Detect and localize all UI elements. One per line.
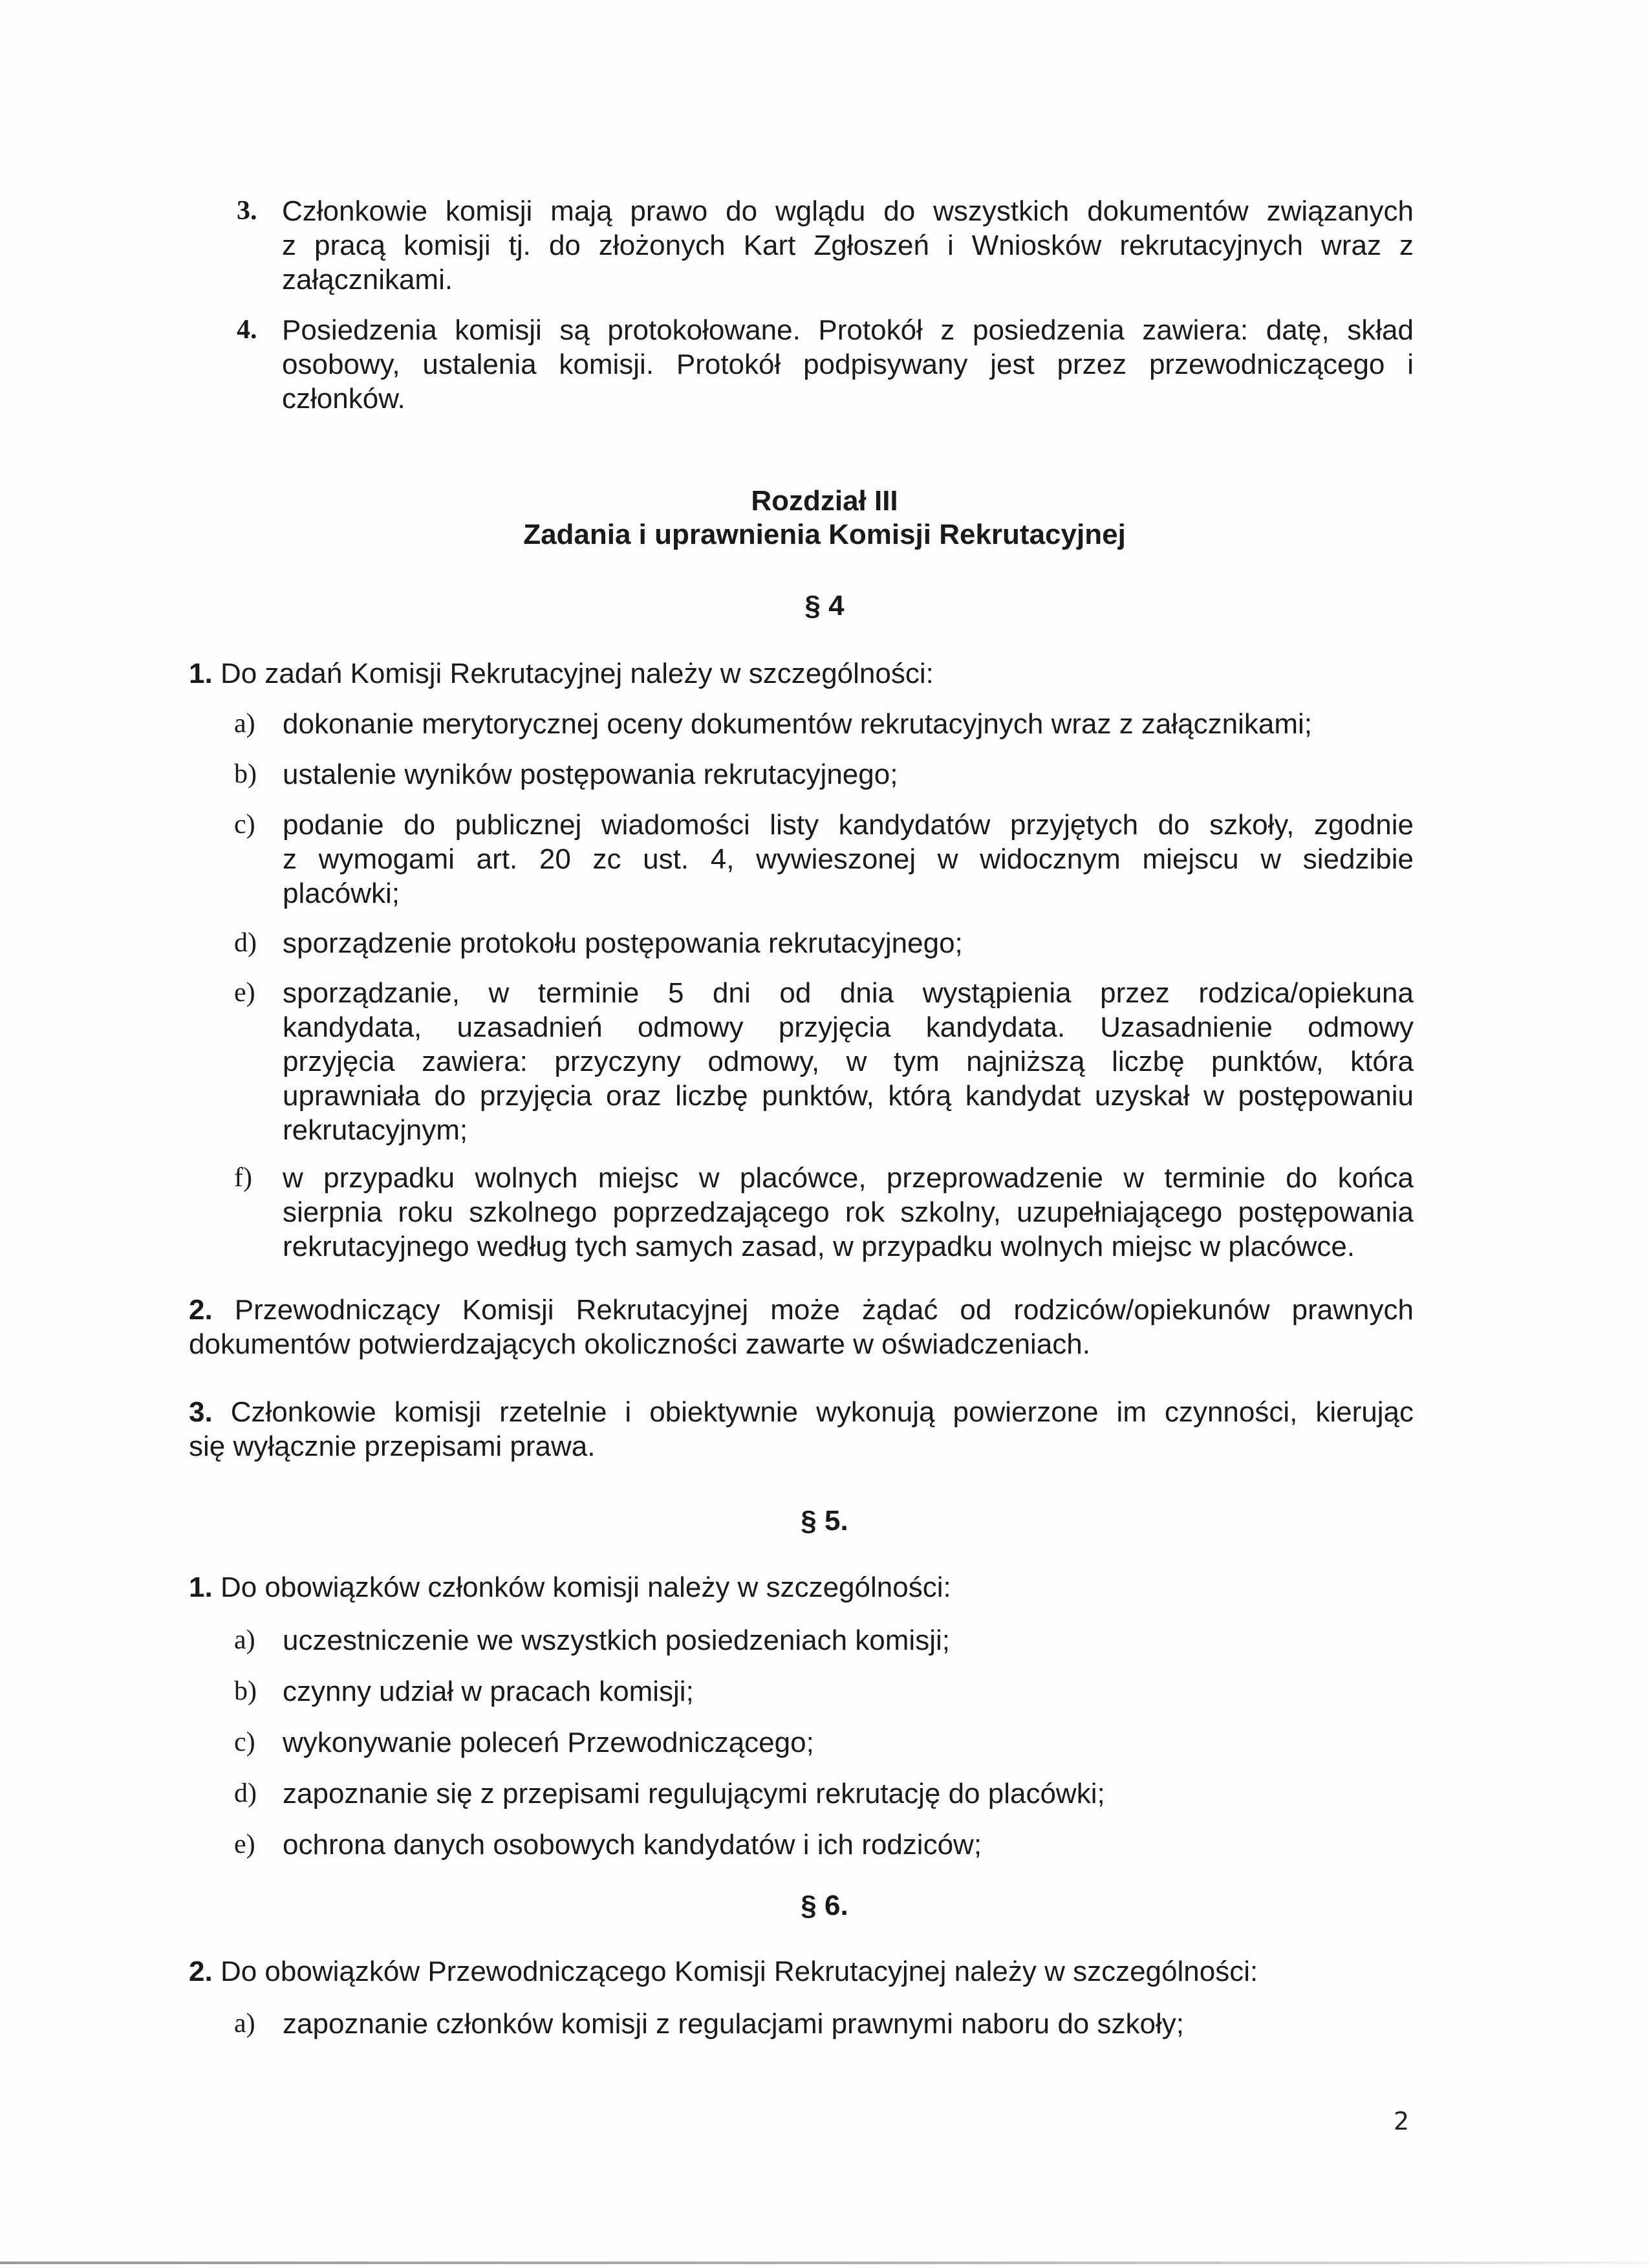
item-letter: d): [234, 928, 257, 958]
item-number: 3.: [237, 196, 257, 226]
list-item-4: [237, 313, 1414, 416]
item-letter: b): [234, 759, 257, 789]
text-line: Członkowie komisji mają prawo do wglądu do wszystkich dokumentów związanych: [282, 195, 1414, 227]
sub-item-d: [234, 1777, 1414, 1811]
text-line: ustalenie wyników postępowania rekrutacyjnego;: [283, 759, 898, 790]
point-number: 1.: [189, 658, 213, 689]
section4-point-2: [189, 1293, 1414, 1361]
chapter-title: Rozdział III: [751, 485, 898, 517]
text-line: Posiedzenia komisji są protokołowane. Protokół z posiedzenia zawiera: datę, skład: [282, 314, 1414, 346]
text-line: przyjęcia zawiera: przyczyny odmowy, w tym najniższą liczbę punktów, która: [283, 1046, 1414, 1077]
item-letter: a): [234, 2009, 255, 2038]
item-text: zapoznanie się z przepisami regulującymi rekrutację do placówki;: [283, 1778, 1105, 1809]
text-line: kandydata, uzasadnień odmowy przyjęcia kandydata. Uzasadnienie odmowy: [283, 1011, 1414, 1043]
item-letter: e): [234, 1830, 255, 1859]
chapter-subtitle: Zadania i uprawnienia Komisji Rekrutacyjnej: [523, 519, 1126, 550]
text-line: w przypadku wolnych miejsc w placówce, przeprowadzenie w terminie do końca: [283, 1162, 1414, 1194]
list-item-3: [237, 194, 1414, 297]
item-text: [283, 926, 1414, 960]
point-text: Do obowiązków członków komisji należy w szczególności:: [220, 1571, 951, 1603]
sub-item-e: [234, 1828, 1414, 1862]
point-text: Do zadań Komisji Rekrutacyjnej należy w szczególności:: [220, 658, 934, 689]
item-letter: b): [234, 1676, 257, 1706]
item-text: [282, 313, 1414, 416]
text-line: podanie do publicznej wiadomości listy kandydatów przyjętych do szkoły, zgodnie: [283, 809, 1414, 841]
item-text: ochrona danych osobowych kandydatów i ich rodziców;: [283, 1829, 982, 1861]
text-line: sporządzenie protokołu postępowania rekrutacyjnego;: [283, 927, 963, 959]
sub-item-c: [234, 808, 1414, 911]
text-line: członków.: [282, 383, 405, 415]
point-number: 2.: [189, 1956, 213, 1987]
item-letter: a): [234, 709, 255, 739]
text-line: [189, 1395, 1414, 1429]
item-text: czynny udział w pracach komisji;: [283, 1676, 694, 1707]
item-letter: d): [234, 1778, 257, 1808]
section-symbol-6: § 6.: [801, 1890, 848, 1921]
text-line: uprawniała do przyjęcia oraz liczbę punktów, którą kandydat uzyskał w postępowaniu: [283, 1080, 1414, 1112]
point-number: 2.: [189, 1294, 213, 1326]
sub-item-d: [234, 926, 1414, 960]
point-text: Do obowiązków Przewodniczącego Komisji Rekrutacyjnej należy w szczególności:: [220, 1956, 1258, 1987]
item-letter: f): [234, 1163, 252, 1193]
sub-item-c: [234, 1725, 1414, 1760]
item-number: 4.: [237, 315, 257, 345]
text-line: się wyłącznie przepisami prawa.: [189, 1431, 596, 1462]
sub-item-e: [234, 976, 1414, 1147]
sub-item-a: [234, 1623, 1414, 1658]
text-line: z wymogami art. 20 zc ust. 4, wywieszonej w widocznym miejscu w siedzibie: [283, 843, 1414, 875]
item-text: [282, 194, 1414, 297]
item-text: [283, 757, 1414, 792]
item-text: uczestniczenie we wszystkich posiedzeniach komisji;: [283, 1625, 950, 1656]
text-line: załącznikami.: [282, 264, 453, 296]
point-number: 1.: [189, 1571, 213, 1603]
item-text: [283, 707, 1414, 741]
section6-point-2: [189, 1954, 1417, 1989]
text-line: sierpnia roku szkolnego poprzedzającego rok szkolny, uzupełniającego postępowania: [283, 1196, 1414, 1228]
sub-item-a: [234, 2007, 1414, 2041]
sub-item-b: [234, 757, 1414, 792]
point-text: Członkowie komisji rzetelnie i obiektywnie wykonują powierzone im czynności, kierując: [230, 1396, 1414, 1428]
sub-item-b: [234, 1674, 1414, 1709]
point-text: Przewodniczący Komisji Rekrutacyjnej może żądać od rodziców/opiekunów prawnych: [234, 1294, 1414, 1326]
text-line: dokonanie merytorycznej oceny dokumentów rekrutacyjnych wraz z załącznikami;: [283, 708, 1313, 740]
item-text: [283, 1161, 1414, 1264]
section4-point-1: [189, 656, 1417, 691]
point-number: 3.: [189, 1396, 213, 1428]
scan-edge-line: [0, 2262, 1649, 2264]
text-line: placówki;: [283, 878, 400, 909]
item-letter: e): [234, 978, 255, 1008]
text-line: dokumentów potwierdzających okoliczności zawarte w oświadczeniach.: [189, 1328, 1090, 1360]
section-symbol-4: § 4: [804, 590, 845, 621]
text-line: osobowy, ustalenia komisji. Protokół podpisywany jest przez przewodniczącego i: [282, 349, 1414, 380]
item-text: [283, 976, 1414, 1147]
page-number: 2: [1394, 2107, 1410, 2135]
sub-item-f: [234, 1161, 1414, 1264]
section4-point-3: [189, 1395, 1414, 1463]
section5-point-1: [189, 1570, 1417, 1604]
text-line: z pracą komisji tj. do złożonych Kart Zgłoszeń i Wniosków rekrutacyjnych wraz z: [282, 230, 1414, 261]
sub-item-a: [234, 707, 1414, 741]
text-line: rekrutacyjnego według tych samych zasad, w przypadku wolnych miejsc w placówce.: [283, 1231, 1355, 1262]
item-text: zapoznanie członków komisji z regulacjami prawnymi naboru do szkoły;: [283, 2008, 1184, 2040]
item-letter: c): [234, 1727, 255, 1757]
item-letter: c): [234, 810, 255, 839]
item-text: [283, 808, 1414, 911]
text-line: [189, 1293, 1414, 1327]
text-line: rekrutacyjnym;: [283, 1114, 468, 1146]
section-symbol-5: § 5.: [801, 1505, 848, 1537]
text-line: sporządzanie, w terminie 5 dni od dnia wystąpienia przez rodzica/opiekuna: [283, 977, 1414, 1009]
item-letter: a): [234, 1625, 255, 1655]
item-text: wykonywanie poleceń Przewodniczącego;: [283, 1727, 814, 1758]
